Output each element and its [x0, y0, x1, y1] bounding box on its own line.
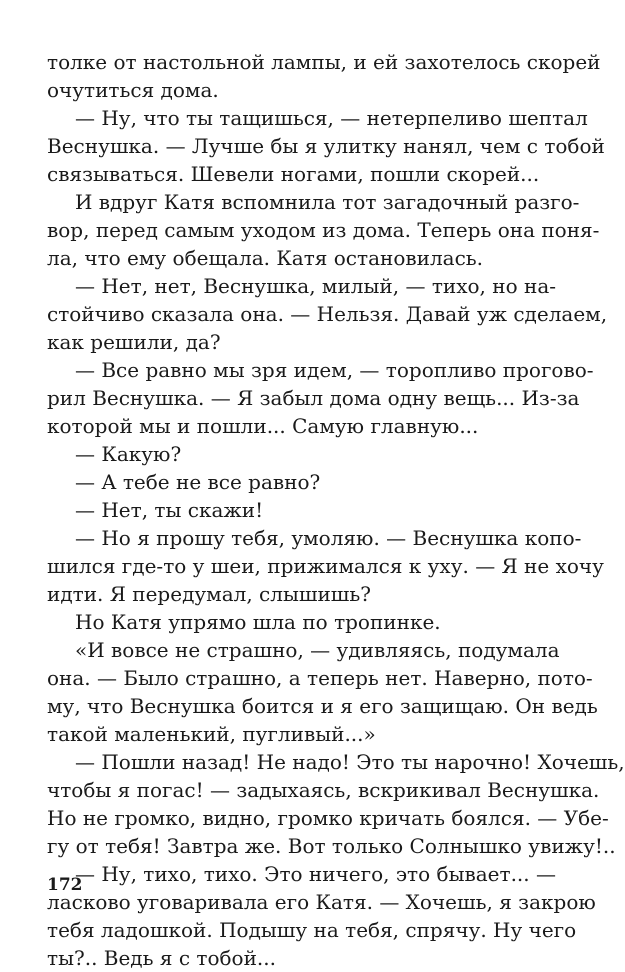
text-line: — Нет, нет, Веснушка, милый, — тихо, но на- — [75, 274, 557, 298]
text-line: — Все равно мы зря идем, — торопливо прогово- — [75, 358, 594, 382]
text-line: — Какую? — [75, 442, 182, 466]
text-line: тебя ладошкой. Подышу на тебя, спрячу. Ну чего — [47, 918, 577, 942]
text-line: вор, перед самым уходом из дома. Теперь она поня- — [47, 218, 600, 242]
text-line: гу от тебя! Завтра же. Вот только Солнышко увижу!.. — [47, 834, 616, 858]
text-line: Но не громко, видно, громко кричать боялся. — Убе- — [47, 806, 609, 830]
text-line: идти. Я передумал, слышишь? — [47, 582, 372, 606]
page-number: 172 — [47, 875, 83, 895]
text-line: ла, что ему обещала. Катя остановилась. — [47, 246, 484, 270]
text-line: му, что Веснушка боится и я его защищаю. Он ведь — [47, 694, 598, 718]
text-line: И вдруг Катя вспомнила тот загадочный разго- — [75, 190, 580, 214]
text-line: — Нет, ты скажи! — [75, 498, 264, 522]
text-line: чтобы я погас! — задыхаясь, вскрикивал Веснушка. — [47, 778, 600, 802]
text-line: — Пошли назад! Не надо! Это ты нарочно! Хочешь, — [75, 750, 625, 774]
text-line: ласково уговаривала его Катя. — Хочешь, я закрою — [47, 890, 596, 914]
text-line: которой мы и пошли... Самую главную... — [47, 414, 479, 438]
text-line: «И вовсе не страшно, — удивляясь, подумала — [75, 638, 560, 662]
text-line: шился где-то у шеи, прижимался к уху. — Я не хочу — [47, 554, 604, 578]
book-page-text — [47, 48, 625, 972]
text-line: рил Веснушка. — Я забыл дома одну вещь... Из-за — [47, 386, 580, 410]
text-line: — Ну, тихо, тихо. Это ничего, это бывает... — — [75, 862, 556, 886]
text-line: — А тебе не все равно? — [75, 470, 321, 494]
text-line: такой маленький, пугливый...» — [47, 722, 376, 746]
text-line: стойчиво сказала она. — Нельзя. Давай уж сделаем, — [47, 302, 608, 326]
text-line: толке от настольной лампы, и ей захотелось скорей — [47, 50, 601, 74]
text-line: — Ну, что ты тащишься, — нетерпеливо шептал — [75, 106, 588, 130]
text-line: как решили, да? — [47, 330, 221, 354]
text-line: Но Катя упрямо шла по тропинке. — [75, 610, 441, 634]
text-line: — Но я прошу тебя, умоляю. — Веснушка копо- — [75, 526, 582, 550]
text-line: очутиться дома. — [47, 78, 219, 102]
text-line: связываться. Шевели ногами, пошли скорей... — [47, 162, 540, 186]
text-line: ты?.. Ведь я с тобой... — [47, 946, 276, 970]
text-line: Веснушка. — Лучше бы я улитку нанял, чем с тобой — [47, 134, 605, 158]
text-line: она. — Было страшно, а теперь нет. Наверно, пото- — [47, 666, 593, 690]
